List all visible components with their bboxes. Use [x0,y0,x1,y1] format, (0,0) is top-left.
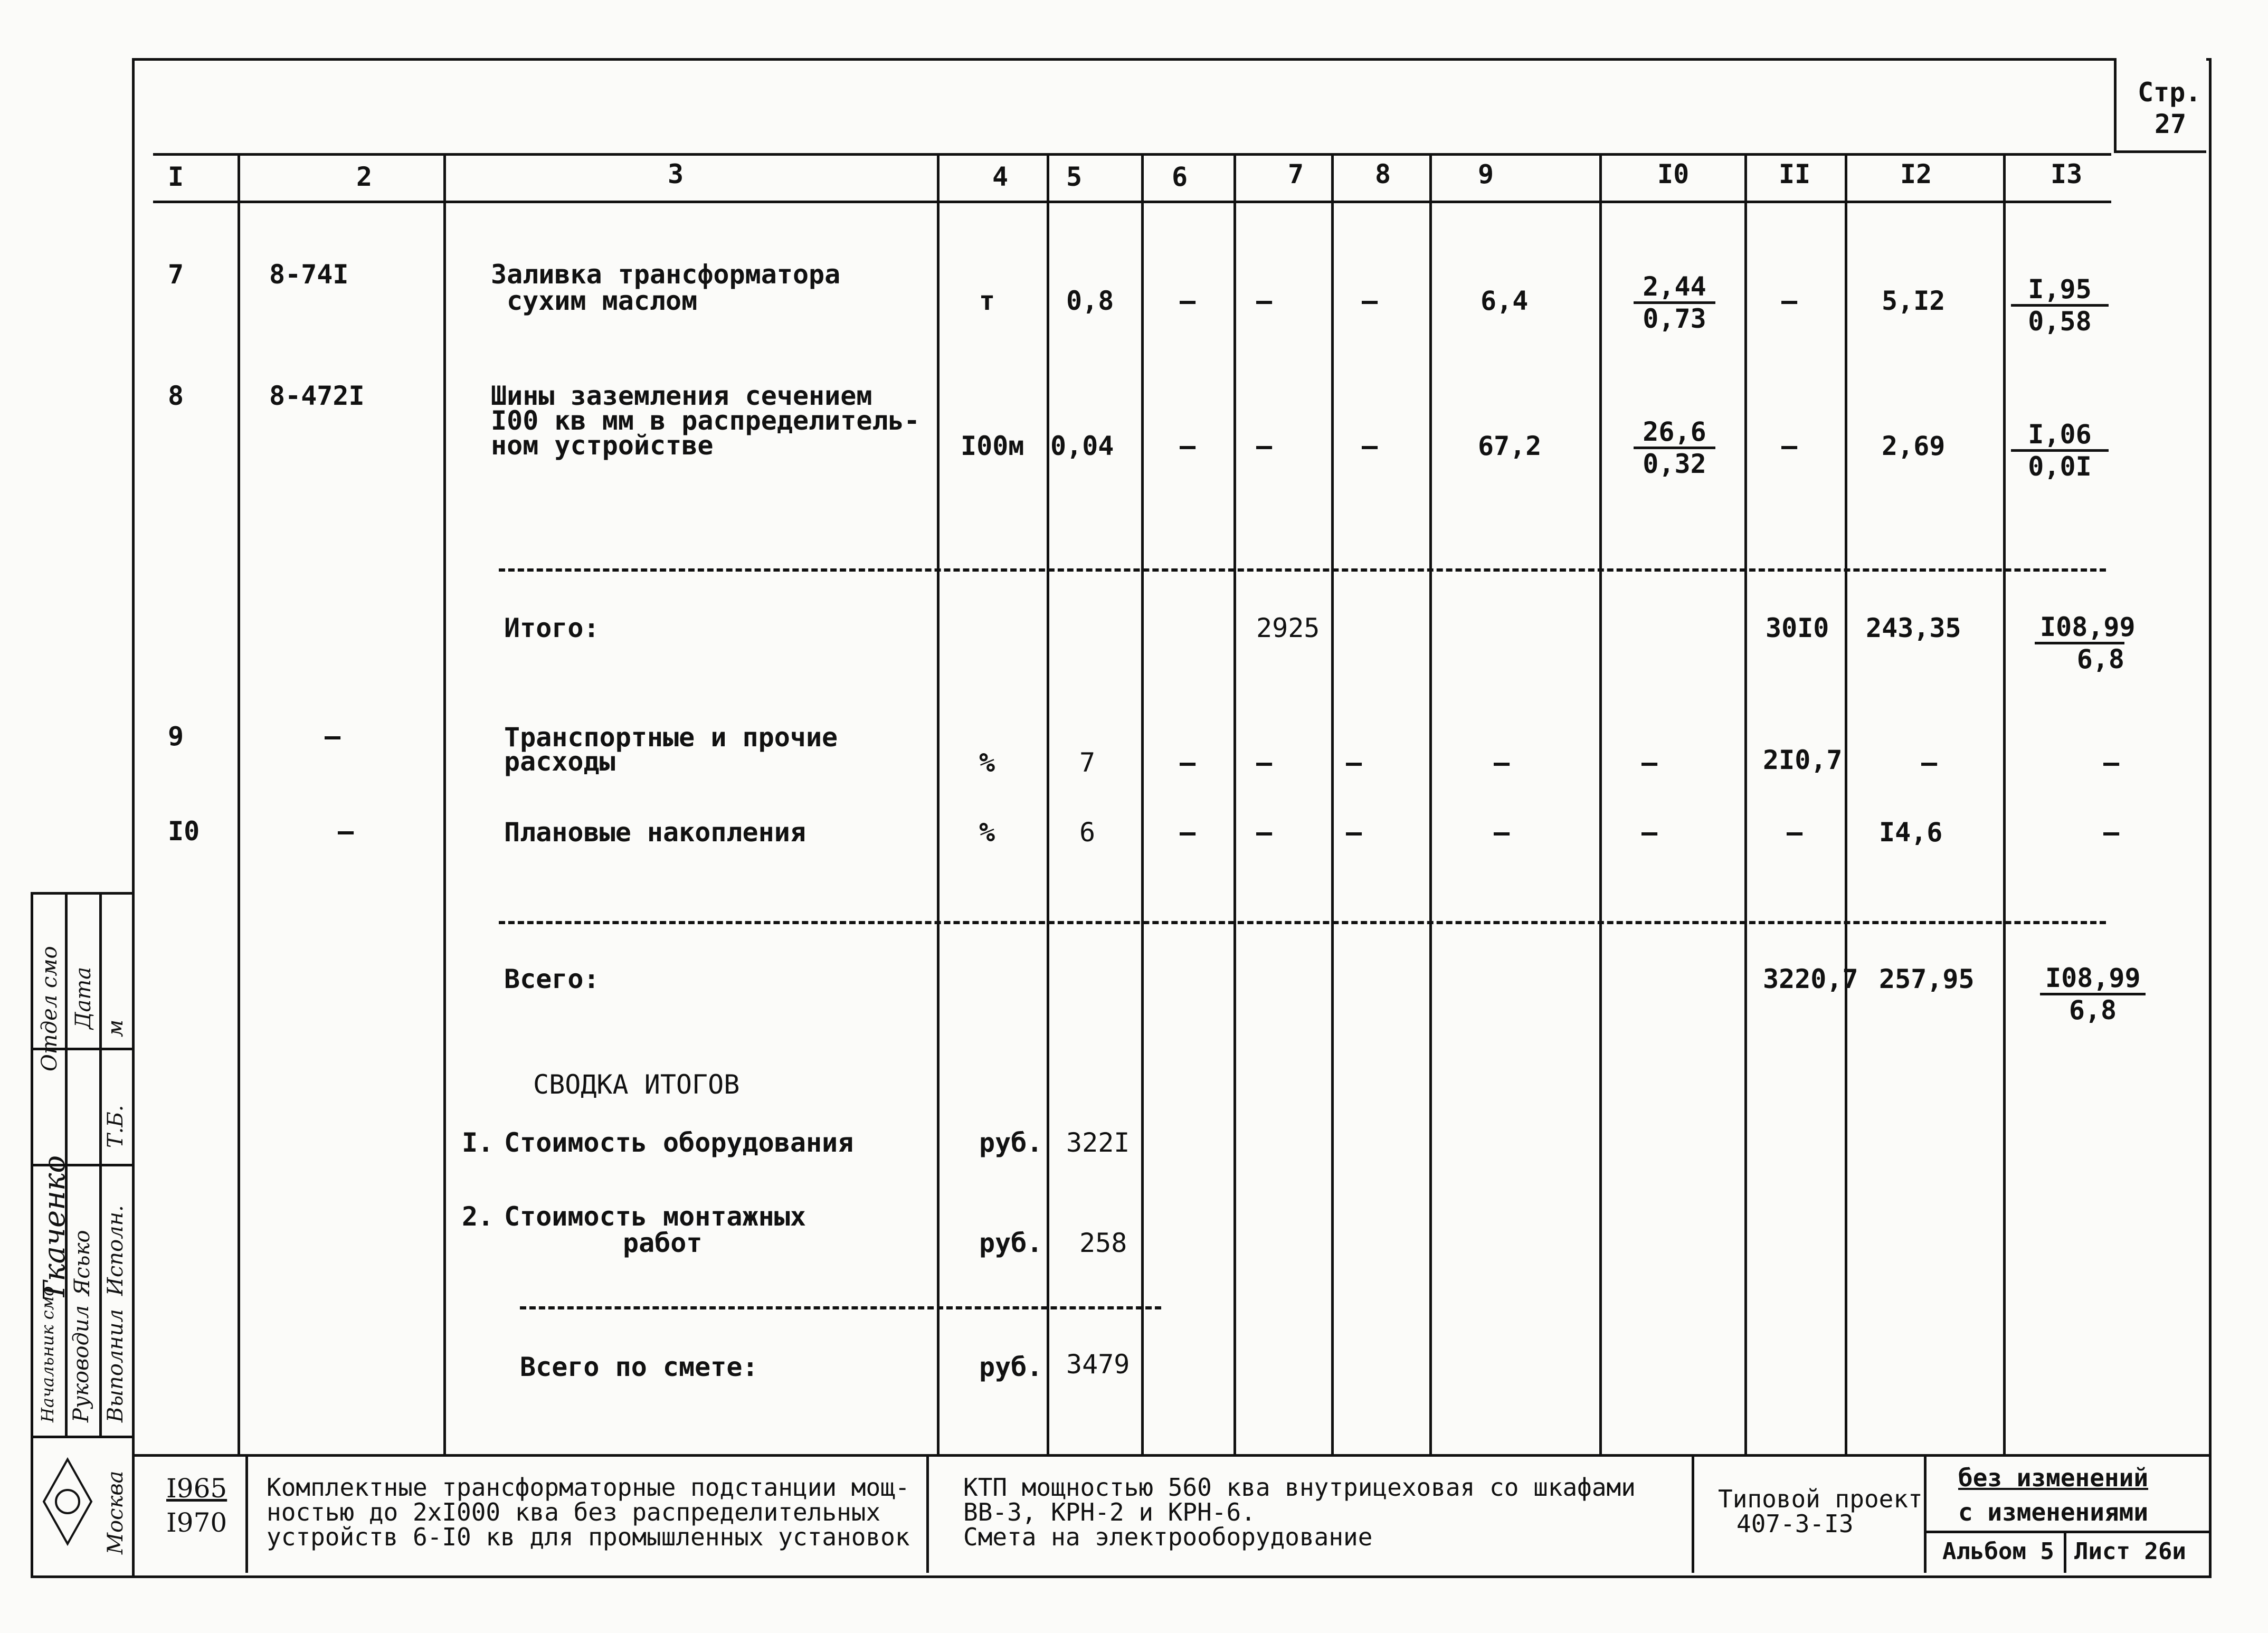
row9-c7: – [1256,747,1273,778]
stamp-date-2: м [103,1019,128,1037]
col-line-6 [1233,153,1236,1454]
col-header-6: 6 [1172,162,1188,192]
stamp-signature-3: Исполн. [103,1205,128,1296]
summary-item2-no: 2. [462,1201,494,1232]
stamp-label-vypolnil: Выполнил [103,1309,128,1422]
summary-item1-no: I. [462,1127,494,1158]
row9-c11: 2I0,7 [1763,745,1843,775]
footer-status-changed: с изменениями [1958,1498,2149,1526]
itogo-c13-bottom: 6,8 [2076,644,2124,675]
row10-c10: – [1641,817,1658,848]
col-header-3: 3 [668,159,684,189]
header-bottom-line [153,201,2111,203]
row8-code: 8-472I [269,381,365,411]
itogo-c12: 243,35 [1866,613,1961,643]
row9-unit: % [979,747,995,778]
vsego-c13-bottom: 6,8 [2068,995,2117,1026]
row7-no: 7 [168,259,184,290]
col-line-9 [1599,153,1602,1454]
col-line-8 [1429,153,1432,1454]
row7-name-line1: Заливка трансформатора [491,259,841,290]
row7-code: 8-74I [269,259,349,290]
header-top-line [153,153,2111,156]
stamp-city: Москва [103,1470,128,1554]
dashed-separator-1 [499,568,2106,572]
footer-ktp-line2: ВВ-3, КРН-2 и КРН-6. [963,1498,1256,1526]
col-line-4 [1047,153,1049,1454]
row8-c8: – [1362,431,1378,461]
col-header-2: 2 [356,162,373,192]
row9-c8: – [1346,747,1362,778]
row8-qty: 0,04 [1050,431,1114,461]
col-header-11: II [1779,159,1811,189]
summary-total-value: 3479 [1066,1349,1130,1380]
row10-c9: – [1494,817,1510,848]
summary-total-unit: руб. [979,1352,1043,1382]
row7-unit: т [979,286,995,316]
footer-year-start: I965 [166,1473,227,1504]
row8-c10-bottom: 0,32 [1643,449,1706,479]
col-header-5: 5 [1066,162,1083,192]
row7-c10-bottom: 0,73 [1643,303,1706,334]
row8-name-line3: ном устройстве [491,430,714,461]
row9-qty: 7 [1079,747,1096,778]
row8-unit: I00м [961,431,1024,461]
row9-c13: – [2103,747,2120,778]
row7-c12: 5,I2 [1882,286,1946,316]
col-line-7 [1331,153,1334,1454]
col-header-4: 4 [992,162,1009,192]
footer-year-end: I970 [166,1507,227,1538]
stamp-label-otdel: Отдел смо [37,946,62,1071]
col-line-11 [1845,153,1847,1454]
row8-c7: – [1256,431,1273,461]
institute-logo-icon [39,1454,97,1549]
vsego-label: Всего: [504,964,600,994]
footer-project-number: 407-3-I3 [1736,1509,1854,1538]
footer-description-line3: устройств 6-I0 кв для промышленных установок [267,1523,910,1551]
col-line-1 [238,153,240,1454]
stamp-label-rukovodil: Руководил [69,1305,93,1422]
row7-qty: 0,8 [1066,286,1114,316]
row7-c10-top: 2,44 [1634,272,1715,304]
row10-c8: – [1346,817,1362,848]
row7-c6: – [1180,286,1196,316]
summary-item2-name-line1: Стоимость монтажных [504,1201,806,1232]
row8-c13-top: I,06 [2011,420,2109,452]
stamp-signature-1: Ткаченко [37,1155,72,1301]
itogo-c13 [2035,612,2136,675]
row10-c11: – [1787,817,1803,848]
vsego-c11: 3220,7 [1763,964,1858,994]
summary-item1-name: Стоимость оборудования [504,1127,854,1158]
summary-item2-value: 258 [1079,1228,1127,1258]
stamp-date-1: Т.Б. [103,1105,128,1148]
col-line-10 [1744,153,1747,1454]
footer-sheet: Лист 26и [2074,1538,2186,1565]
row9-name-line1: Транспортные и прочие [504,722,838,753]
col-header-9: 9 [1478,159,1494,189]
stamp-label-data: Дата [71,966,96,1029]
row7-name-line2: сухим маслом [507,286,698,316]
row10-c6: – [1180,817,1196,848]
footer-ktp-line1: КТП мощностью 560 ква внутрицеховая со шкафами [963,1473,1636,1502]
col-header-7: 7 [1288,159,1304,189]
col-header-13: I3 [2051,159,2083,189]
row9-c6: – [1180,747,1196,778]
row9-no: 9 [168,721,184,752]
dashed-separator-3 [520,1306,1161,1309]
summary-item1-unit: руб. [979,1127,1043,1158]
row8-c6: – [1180,431,1196,461]
footer-ktp-line3: Смета на электрооборудование [963,1523,1373,1551]
row10-no: I0 [168,816,200,847]
page-number: 27 [2155,109,2187,139]
page-label: Стр. [2138,77,2201,108]
row7-c13-bottom: 0,58 [2028,306,2092,337]
footer-project-label: Типовой проект [1718,1485,1923,1513]
row7-c13 [2011,274,2109,336]
summary-title: СВОДКА ИТОГОВ [533,1069,740,1100]
row9-name-line2: расходы [504,746,615,777]
footer-album: Альбом 5 [1942,1538,2054,1565]
summary-total-label: Всего по смете: [520,1352,758,1382]
row8-name-line1: Шины заземления сечением [491,381,872,411]
row8-c13-bottom: 0,0I [2028,451,2092,482]
dashed-separator-2 [499,921,2106,924]
institute-logo [39,1454,97,1549]
col-line-12 [2003,153,2006,1454]
approval-stamp [31,892,135,1578]
row9-code: – [325,721,341,752]
row8-c9: 67,2 [1478,431,1542,461]
col-header-8: 8 [1375,159,1391,189]
summary-item2-unit: руб. [979,1228,1043,1258]
col-line-5 [1141,153,1144,1454]
col-line-2 [443,153,446,1454]
summary-item1-value: 322I [1066,1127,1130,1158]
row7-c11: – [1781,286,1798,316]
summary-item2-name-line2: работ [623,1228,703,1258]
footer-description-line1: Комплектные трансформаторные подстанции мощ- [267,1473,910,1502]
itogo-label: Итого: [504,613,600,643]
row7-c10 [1634,272,1715,334]
row9-c12: – [1921,747,1938,778]
row8-no: 8 [168,381,184,411]
footer-status-unchanged: без изменений [1958,1464,2149,1492]
itogo-c11: 30I0 [1766,613,1829,643]
row10-name: Плановые накопления [504,817,806,848]
row7-c7: – [1256,286,1273,316]
col-header-10: I0 [1657,159,1690,189]
page-number-box [2114,58,2206,153]
row8-c13 [2011,420,2109,481]
vsego-c13-top: I08,99 [2040,963,2146,995]
col-header-12: I2 [1900,159,1932,189]
stamp-signature-2: Ясько [70,1230,94,1296]
col-header-1: I [168,162,184,192]
row7-c8: – [1362,286,1378,316]
footer-description-line2: ностью до 2хI000 ква без распределительных [267,1498,881,1526]
row10-unit: % [979,817,995,848]
row9-c10: – [1641,747,1658,778]
vsego-c12: 257,95 [1879,964,1975,994]
row8-name-line2: I00 кв мм в распределитель- [491,405,920,436]
row10-c7: – [1256,817,1273,848]
row10-code: – [338,816,354,847]
stamp-label-nachalnik: Начальник смо [37,1286,58,1422]
row8-c12: 2,69 [1882,431,1946,461]
row8-c11: – [1781,431,1798,461]
row7-c9: 6,4 [1481,286,1529,316]
vsego-c13 [2040,963,2146,1025]
row10-c12: I4,6 [1879,817,1943,848]
row7-c13-top: I,95 [2011,274,2109,307]
row10-qty: 6 [1079,817,1096,848]
row9-c9: – [1494,747,1510,778]
row8-c10-top: 26,6 [1634,417,1715,449]
itogo-c13-top: I08,99 [2035,612,2124,644]
col-line-3 [937,153,940,1454]
itogo-c7: 2925 [1256,613,1320,643]
row8-c10 [1634,417,1715,479]
row10-c13: – [2103,817,2120,848]
